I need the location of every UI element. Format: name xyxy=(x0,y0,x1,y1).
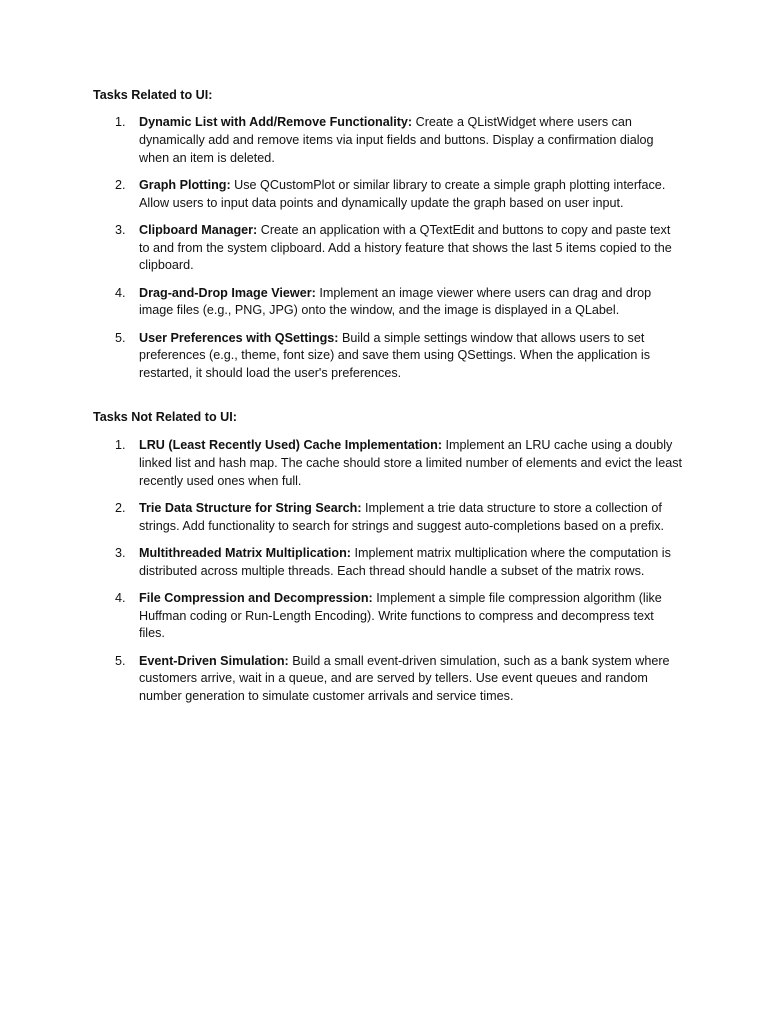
item-text: Implement matrix multiplication where the computation is distributed across multiple threads. Each thread should handle a subset of the matrix rows. xyxy=(139,545,671,578)
non-ui-task-list xyxy=(93,437,683,715)
item-title: Clipboard Manager: xyxy=(139,222,258,237)
item-text: Implement an image viewer where users can drag and drop image files (e.g., PNG, JPG) onto the window, and the image is displayed in a QLabel. xyxy=(139,285,652,318)
item-title: Trie Data Structure for String Search: xyxy=(139,500,362,515)
item-title: Drag-and-Drop Image Viewer: xyxy=(139,285,316,300)
item-number: 4. xyxy=(115,285,126,300)
item-number: 3. xyxy=(115,222,126,237)
list-item xyxy=(93,114,683,167)
list-item xyxy=(93,285,683,321)
item-number: 5. xyxy=(115,653,126,668)
item-title: Dynamic List with Add/Remove Functionality: xyxy=(139,115,413,129)
list-item xyxy=(93,545,683,581)
item-number: 2. xyxy=(115,177,126,192)
list-item xyxy=(93,177,683,213)
item-title: Graph Plotting: xyxy=(139,177,231,192)
item-number: 1. xyxy=(115,438,126,452)
section-heading-ui-tasks: Tasks Related to UI: xyxy=(93,88,213,102)
item-text: Use QCustomPlot or similar library to create a simple graph plotting interface. Allow users to input data points and dynamically update the graph based on user input. xyxy=(139,177,666,210)
list-item xyxy=(93,330,683,383)
item-title: Multithreaded Matrix Multiplication: xyxy=(139,545,351,560)
list-item xyxy=(93,222,683,275)
item-text: Create an application with a QTextEdit and buttons to copy and paste text to and from the system clipboard. Add a history feature that shows the last 5 items copied to the clipboard. xyxy=(139,222,672,273)
item-text: Build a simple settings window that allows users to set preferences (e.g., theme, font size) and save them using QSettings. When the application is restarted, it should load the user's preferences. xyxy=(139,330,651,381)
item-number: 1. xyxy=(115,115,126,129)
list-item xyxy=(93,653,683,706)
section-heading-non-ui-tasks: Tasks Not Related to UI: xyxy=(93,410,237,424)
item-number: 5. xyxy=(115,330,126,345)
item-text: Implement an LRU cache using a doubly linked list and hash map. The cache should store a limited number of elements and evict the least recently used ones when full. xyxy=(139,438,683,488)
list-item xyxy=(93,590,683,643)
item-number: 3. xyxy=(115,545,126,560)
item-number: 4. xyxy=(115,590,126,605)
item-text: Create a QListWidget where users can dynamically add and remove items via input fields and buttons. Display a confirmation dialog when an item is deleted. xyxy=(139,115,654,165)
list-item xyxy=(93,500,683,536)
item-text: Implement a simple file compression algorithm (like Huffman coding or Run-Length Encoding). Write functions to compress and decompress text files. xyxy=(139,590,662,641)
item-title: Event-Driven Simulation: xyxy=(139,653,289,668)
list-item xyxy=(93,437,683,490)
item-title: LRU (Least Recently Used) Cache Implementation: xyxy=(139,438,443,452)
item-number: 2. xyxy=(115,500,126,515)
item-text: Implement a trie data structure to store a collection of strings. Add functionality to search for strings and suggest auto-completions based on a prefix. xyxy=(139,500,665,533)
item-title: User Preferences with QSettings: xyxy=(139,330,339,345)
ui-task-list xyxy=(93,114,683,392)
item-text: Build a small event-driven simulation, such as a bank system where customers arrive, wait in a queue, and are served by tellers. Use event queues and random number generation to simulate customer arrivals and service times. xyxy=(139,653,670,704)
item-title: File Compression and Decompression: xyxy=(139,590,373,605)
